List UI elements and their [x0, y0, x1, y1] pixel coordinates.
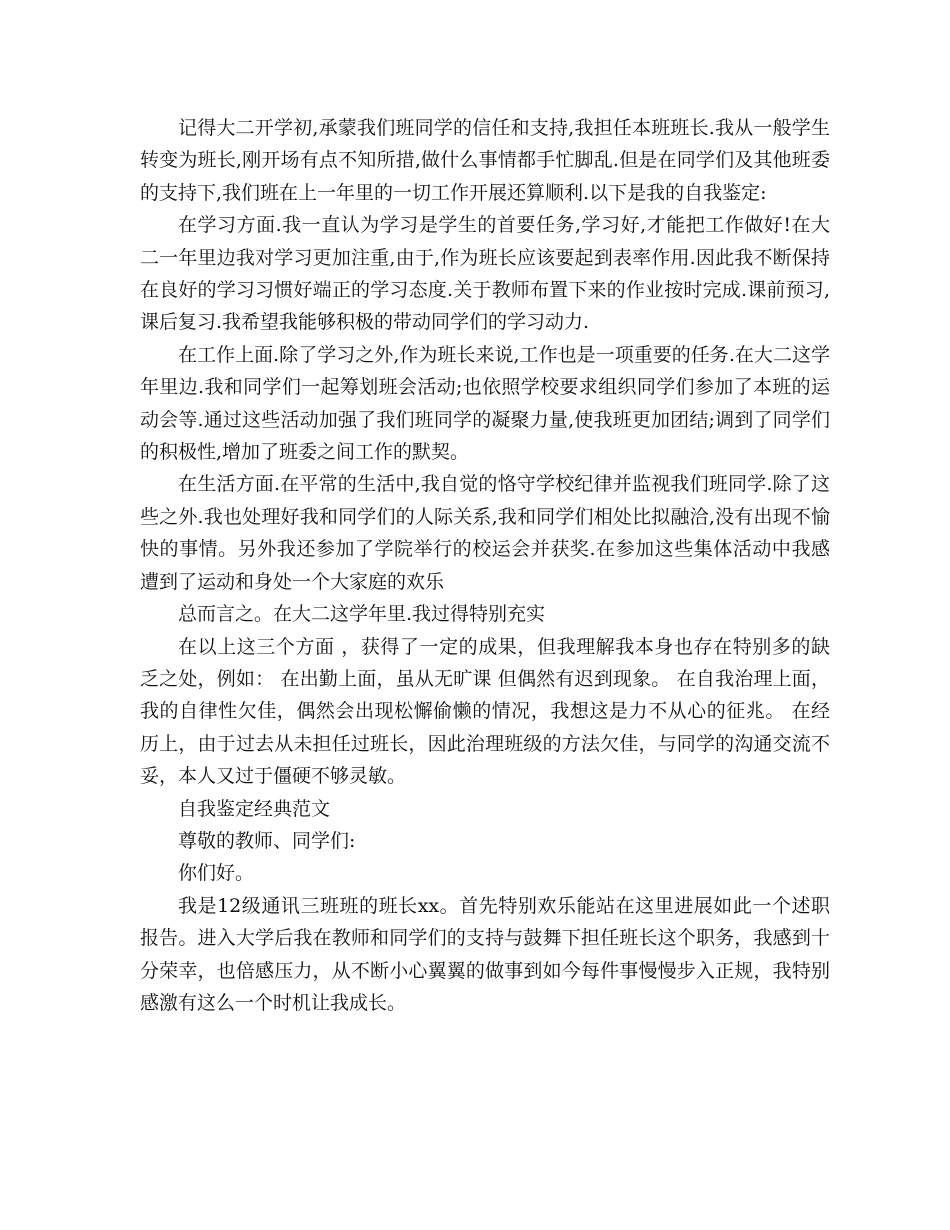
paragraph-self-intro: 我是12级通讯三班班的班长xx。首先特别欢乐能站在这里进展如此一个述职报告。进入大学后我在教师和同学们的支持与鼓舞下担任班长这个职务，我感到十分荣幸，也倍感压力，从不断小心翼翼的做事到如今每件事慢慢步入正规，我特别感激有这么一个时机让我成长。 — [140, 894, 830, 1014]
paragraph-shortcomings: 在以上这三个方面 ，获得了一定的成果，但我理解我本身也存在特别多的缺乏之处，例如： 在出勤上面，虽从无旷课 但偶然有迟到现象。 在自我治理上面，我的自律性欠佳，偶然会出现松懈偷懒的情况，我想这是力不从心的征兆。 在经历上，由于过去从未担任过班长，因此治理班级的方法欠佳，与同学的沟通交流不妥，本人又过于僵硬不够灵敏。 — [140, 635, 830, 788]
paragraph-heading-sample: 自我鉴定经典范文 — [178, 797, 331, 820]
paragraph-greeting: 你们好。 — [178, 862, 255, 885]
document-body — [140, 112, 830, 1019]
paragraph-life: 在生活方面.在平常的生活中,我自觉的恪守学校纪律并监视我们班同学.除了这些之外.我也处理好我和同学们的人际关系,我和同学们相处比拟融洽,没有出现不愉快的事情。另外我还参加了学院举行的校运会并获奖.在参加这些集体活动中我感遭到了运动和身处一个大家庭的欢乐 — [140, 473, 830, 593]
paragraph-summary: 总而言之。在大二这学年里.我过得特别充实 — [178, 603, 546, 626]
paragraph-intro: 记得大二开学初,承蒙我们班同学的信任和支持,我担任本班班长.我从一般学生转变为班长,刚开场有点不知所措,做什么事情都手忙脚乱.但是在同学们及其他班委的支持下,我们班在上一年里的一切工作开展还算顺利.以下是我的自我鉴定: — [140, 117, 830, 204]
paragraph-study: 在学习方面.我一直认为学习是学生的首要任务,学习好,才能把工作做好!在大二一年里边我对学习更加注重,由于,作为班长应该要起到表率作用.因此我不断保持在良好的学习习惯好端正的学习态度.关于教师布置下来的作业按时完成.课前预习,课后复习.我希望我能够积极的带动同学们的学习动力. — [140, 214, 830, 334]
paragraph-salutation: 尊敬的教师、同学们: — [178, 829, 356, 852]
paragraph-work: 在工作上面.除了学习之外,作为班长来说,工作也是一项重要的任务.在大二这学年里边.我和同学们一起筹划班会活动;也依照学校要求组织同学们参加了本班的运动会等.通过这些活动加强了我们班同学的凝聚力量,使我班更加团结;调到了同学们的积极性,增加了班委之间工作的默契。 — [140, 343, 830, 464]
